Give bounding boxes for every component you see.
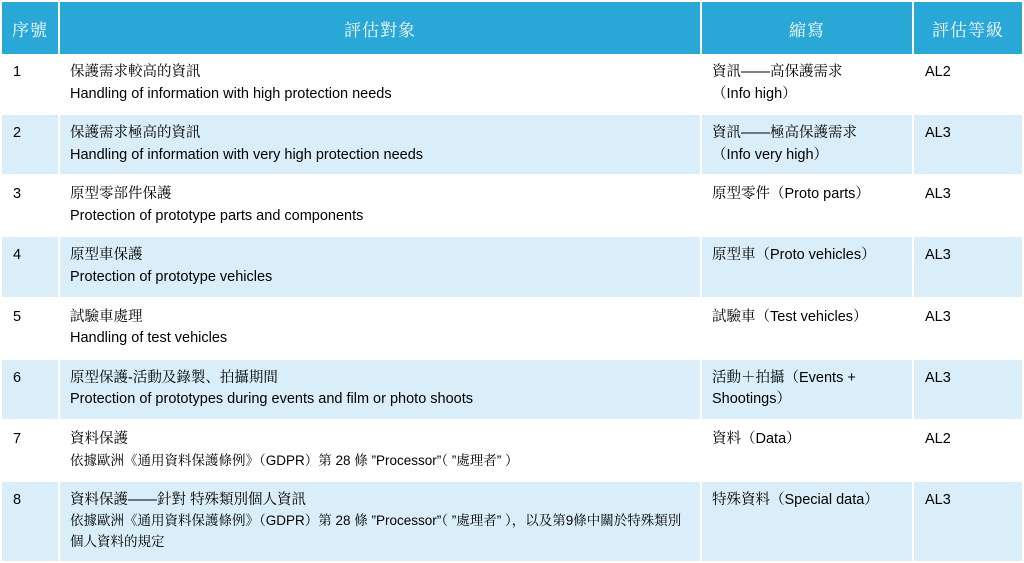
table-header: [2, 2, 1022, 54]
object-en: Protection of prototype parts and components: [70, 207, 364, 224]
abbr-line-1: 原型零件（Proto parts）: [712, 186, 870, 203]
object-en: Handling of test vehicles: [70, 330, 228, 347]
table-row: [2, 175, 1022, 236]
abbr-line-2: （Info very high）: [712, 146, 829, 163]
assessment-table: [2, 2, 1022, 563]
object-note: 依據歐洲《通用資料保護條例》（GDPR）第 28 條 ”Processor”（ ”處理者” ）: [70, 452, 519, 468]
column-header-object: 評估對象: [59, 2, 701, 54]
cell-abbreviation: [701, 54, 913, 114]
table-row: [2, 298, 1022, 359]
cell-abbreviation: [701, 481, 913, 562]
column-header-abbreviation: 縮寫: [701, 2, 913, 54]
object-en: Handling of information with very high protection needs: [70, 146, 424, 163]
object-zh: 原型零部件保護: [70, 186, 172, 203]
cell-abbreviation: [701, 420, 913, 481]
cell-seq: 2: [2, 114, 59, 175]
cell-object: [59, 481, 701, 562]
cell-seq: 1: [2, 54, 59, 114]
object-zh: 資料保護: [70, 430, 128, 447]
cell-level: AL3: [913, 114, 1022, 175]
cell-seq: 7: [2, 420, 59, 481]
cell-object: [59, 298, 701, 359]
cell-seq: 5: [2, 298, 59, 359]
cell-abbreviation: [701, 236, 913, 297]
cell-object: [59, 54, 701, 114]
table-body: [2, 54, 1022, 562]
cell-object: [59, 175, 701, 236]
object-en: Protection of prototypes during events and film or photo shoots: [70, 391, 474, 408]
table-row: [2, 236, 1022, 297]
table-row: [2, 481, 1022, 562]
cell-object: [59, 114, 701, 175]
object-zh: 保護需求極高的資訊: [70, 125, 201, 142]
table-header-row: [2, 2, 1022, 54]
cell-abbreviation: [701, 114, 913, 175]
object-zh: 保護需求較高的資訊: [70, 64, 201, 80]
cell-seq: 4: [2, 236, 59, 297]
object-en: Protection of prototype vehicles: [70, 269, 273, 286]
abbr-line-1: 特殊資料（Special data）: [712, 491, 879, 508]
cell-abbreviation: [701, 175, 913, 236]
cell-seq: 6: [2, 359, 59, 420]
cell-level: AL3: [913, 359, 1022, 420]
cell-object: [59, 359, 701, 420]
table-row: [2, 420, 1022, 481]
cell-object: [59, 236, 701, 297]
table-row: [2, 114, 1022, 175]
object-zh: 資料保護——針對 特殊類別個人資訊: [70, 491, 307, 508]
cell-level: AL3: [913, 175, 1022, 236]
object-zh: 原型保護-活動及錄製、拍攝期間: [70, 369, 278, 386]
cell-object: [59, 420, 701, 481]
abbr-line-1: 資訊——極高保護需求: [712, 125, 857, 142]
cell-abbreviation: [701, 298, 913, 359]
object-zh: 試驗車處理: [70, 308, 143, 325]
cell-level: AL3: [913, 481, 1022, 562]
cell-abbreviation: [701, 359, 913, 420]
object-en: Handling of information with high protection needs: [70, 85, 392, 102]
abbr-line-1: 資料（Data）: [712, 430, 801, 447]
cell-level: AL3: [913, 298, 1022, 359]
object-note: 依據歐洲《通用資料保護條例》（GDPR）第 28 條 ”Processor”（ ”處理者” ），以及第9條中關於特殊類別個人資料的規定: [70, 513, 682, 549]
column-header-level: 評估等級: [913, 2, 1022, 54]
table-row: [2, 359, 1022, 420]
column-header-seq: 序號: [2, 2, 59, 54]
table-row: [2, 54, 1022, 114]
abbr-line-1: 原型車（Proto vehicles）: [712, 247, 876, 264]
cell-seq: 8: [2, 481, 59, 562]
object-zh: 原型車保護: [70, 247, 143, 264]
cell-seq: 3: [2, 175, 59, 236]
abbr-line-1: 試驗車（Test vehicles）: [712, 308, 868, 325]
cell-level: AL3: [913, 236, 1022, 297]
abbr-line-2: Shootings）: [712, 391, 791, 408]
abbr-line-2: （Info high）: [712, 85, 797, 102]
abbr-line-1: 資訊——高保護需求: [712, 64, 843, 80]
cell-level: AL2: [913, 54, 1022, 114]
abbr-line-1: 活動＋拍攝（Events +: [712, 369, 856, 386]
cell-level: AL2: [913, 420, 1022, 481]
